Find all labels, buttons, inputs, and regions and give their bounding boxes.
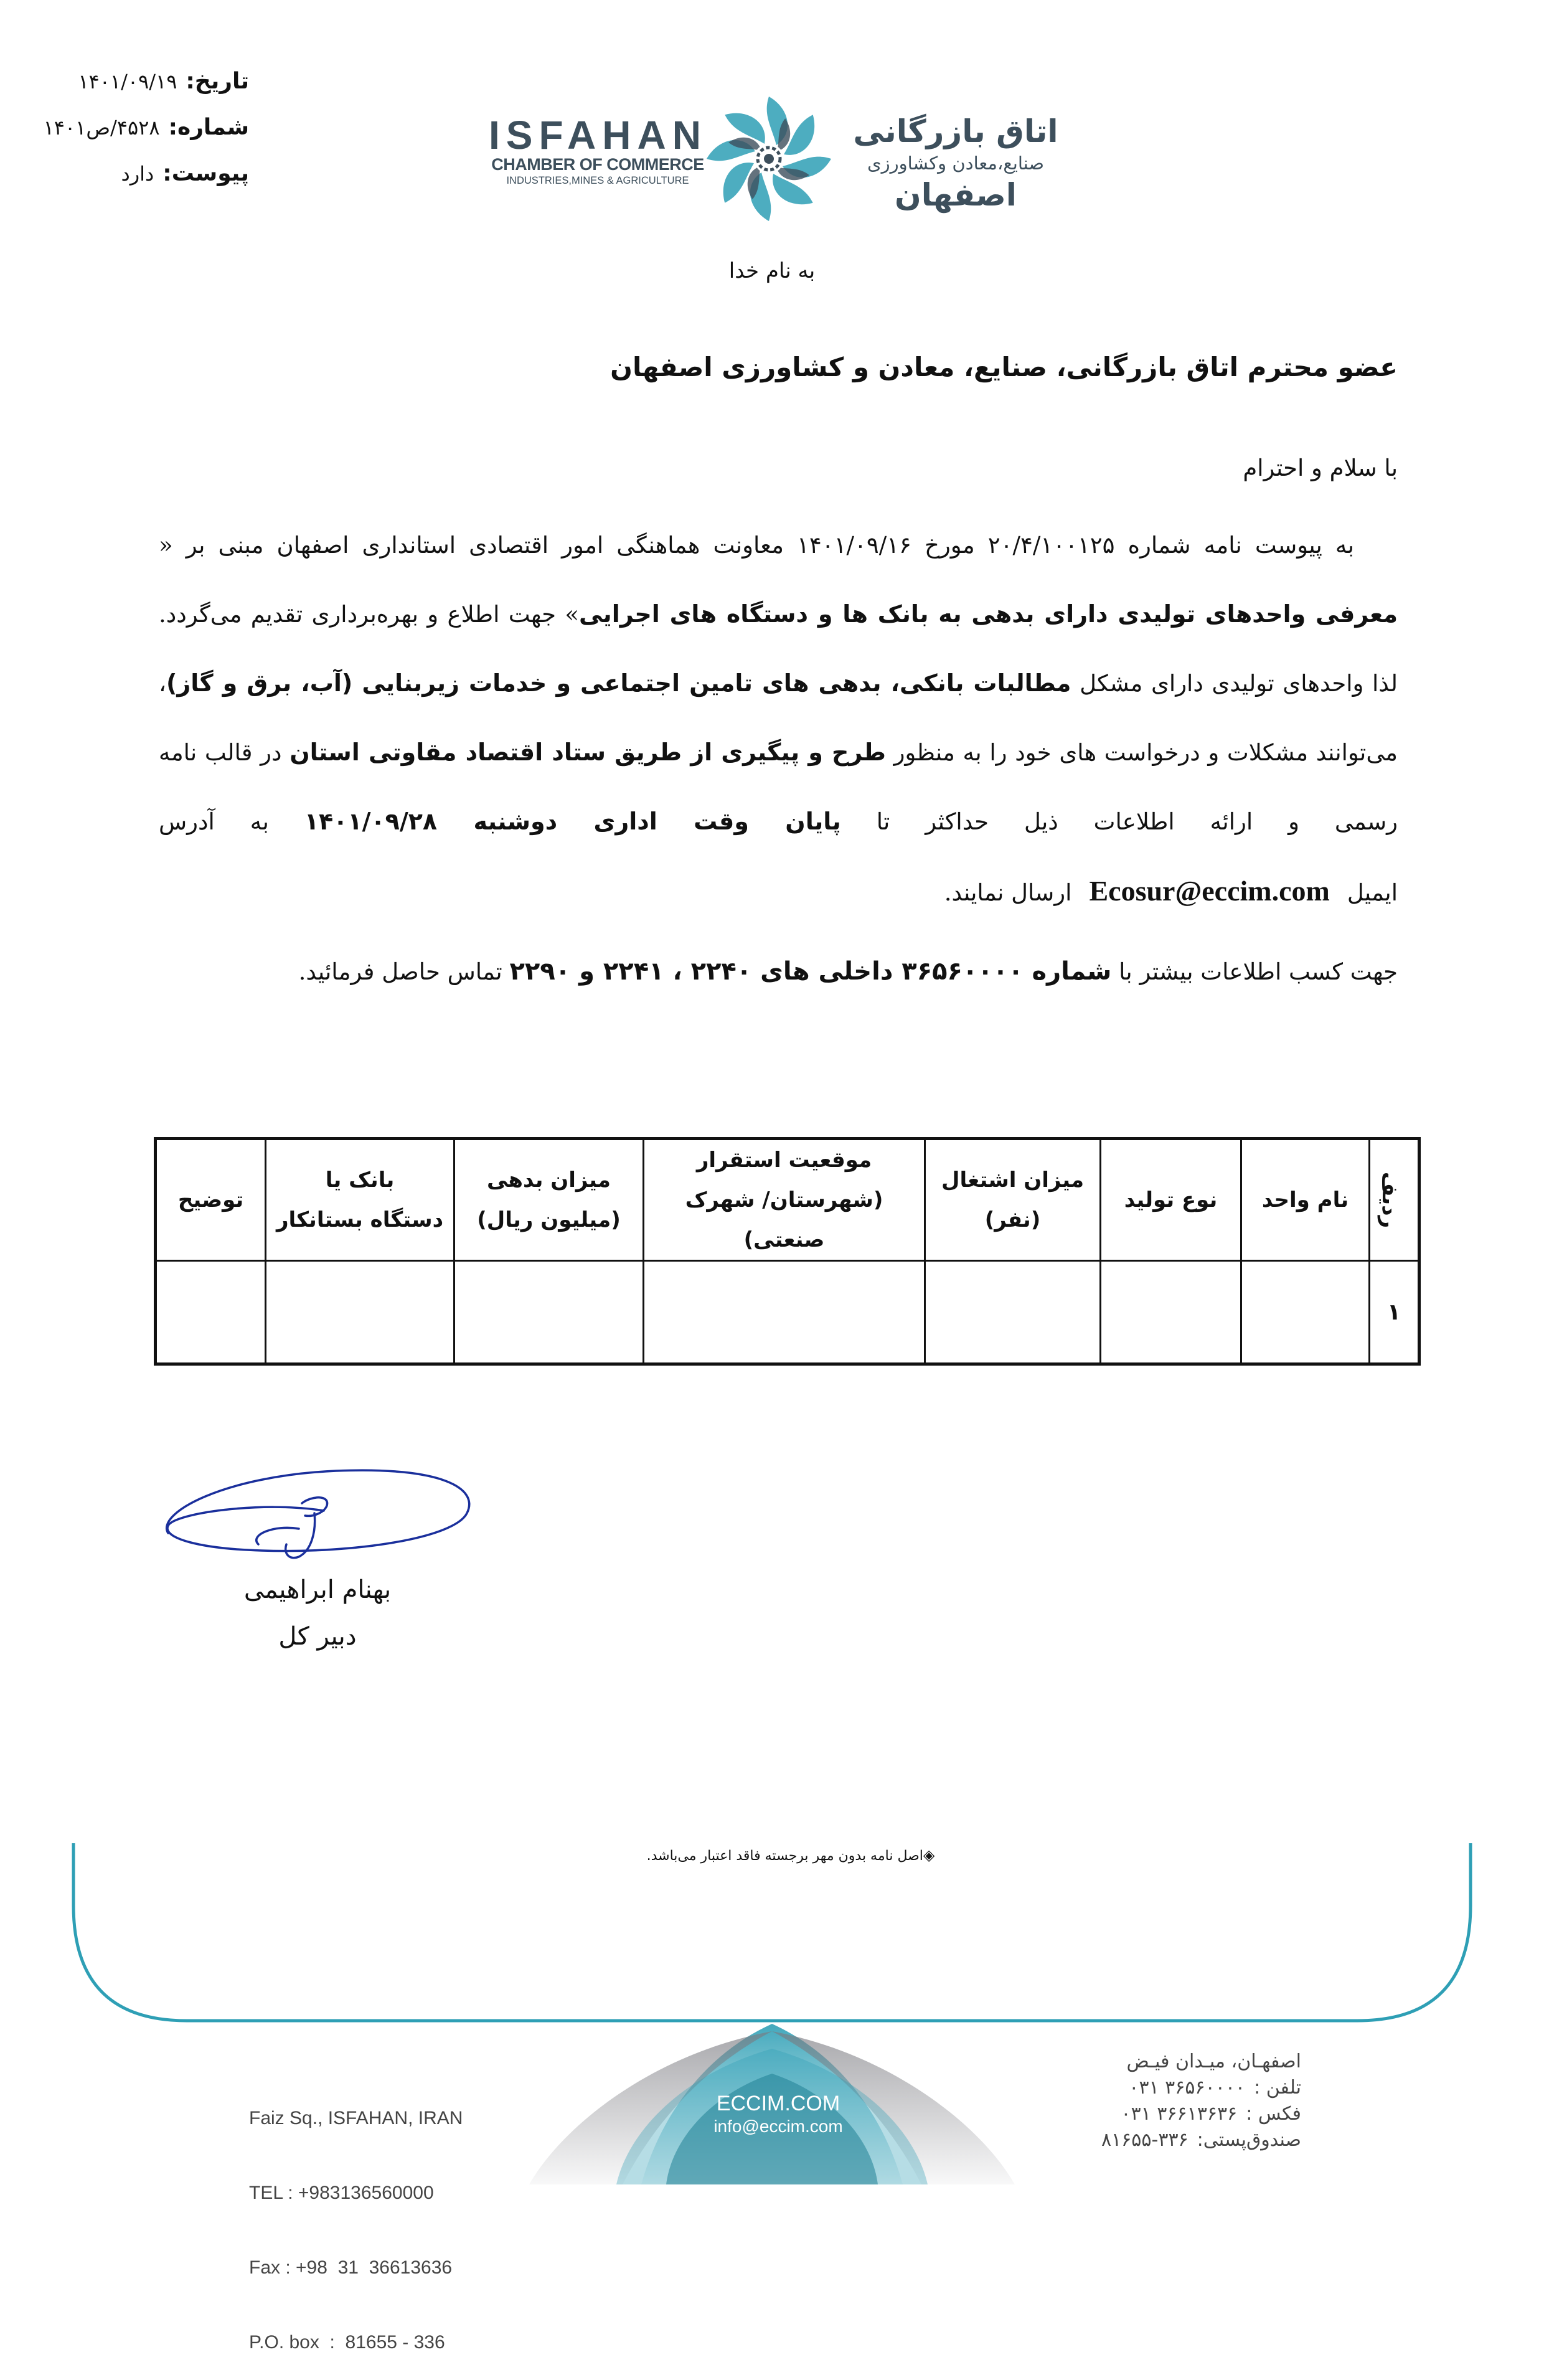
debt-units-table [154,1137,1421,1366]
footer-fa-pobox-label: صندوق‌پستی: [1197,2129,1301,2151]
header-notes: توضیح [156,1139,266,1261]
footer-en-address: Faiz Sq., ISFAHAN, IRAN [249,2108,463,2128]
cell-debt [454,1261,644,1364]
logo-fa-line2: صنایع،معادن وکشاورزی [867,153,1045,174]
table-row [156,1261,1419,1364]
number-value: ۴۵۲۸/ص۱۴۰۱ [43,116,160,139]
header-unit-name: نام واحد [1241,1139,1370,1261]
footer-en-tel: TEL : +983136560000 [249,2183,434,2203]
body-part-a: به پیوست نامه شماره ۲۰/۴/۱۰۰۱۲۵ مورخ ۱۴۰۱/۰۹/۱۶ معاونت هماهنگی امور اقتصادی استانداری اصفهان مبنی بر « [159,532,1354,559]
footer-fa-fax-value: ۰۳۱ ۳۶۶۱۳۶۳۶ [1121,2103,1238,2125]
letter-meta [25,68,249,207]
header-row-no: ردیف [1370,1139,1419,1261]
logo-en-line1: CHAMBER OF COMMERCE [491,155,704,174]
footer-fa-tel-value: ۰۳۱ ۳۶۵۶۰۰۰۰ [1129,2077,1246,2099]
date-label: تاریخ: [186,68,249,94]
logo-fa-line3: اصفهان [895,177,1017,213]
footer-en-pobox: P.O. box : 81655 - 336 [249,2332,445,2353]
attachment-row [25,161,249,207]
footer-contact-persian [1009,2049,1301,2153]
signer-name: بهنام ابراهیمی [243,1575,392,1604]
contact-email[interactable]: Ecosur@eccim.com [1089,875,1330,907]
date-value: ۱۴۰۱/۰۹/۱۹ [78,70,177,93]
stamp-note-text: اصل نامه بدون مهر برجسته فاقد اعتبار می‌باشد. [646,1848,923,1864]
recipient-line: عضو محترم اتاق بازرگانی، صنایع، معادن و کشاورزی اصفهان [610,352,1398,382]
cell-employment [925,1261,1101,1364]
contact-phone-numbers: شماره ۳۶۵۶۰۰۰۰ داخلی های ۲۲۴۰ ، ۲۲۴۱ و ۲۲۹۰ [509,957,1112,986]
diamond-bullet-icon: ◈ [923,1846,935,1864]
cell-row-no: ۱ [1370,1261,1419,1364]
greeting: با سلام و احترام [1243,455,1398,481]
letter-body [159,511,1398,927]
body-part-i: به آدرس ایمیل [159,808,1398,906]
header-location: موقعیت استقرار (شهرستان/ شهرک صنعتی) [644,1139,925,1261]
footer-fa-fax-row [1009,2101,1301,2127]
footer-fa-fax-label: فکس : [1246,2103,1301,2125]
body-part-g: در قالب نامه رسمی و ارائه اطلاعات ذیل حداکثر تا [159,739,1398,835]
logo-en-line2: INDUSTRIES,MINES & AGRICULTURE [506,175,689,186]
body-emphasis-issues: مطالبات بانکی، بدهی های تامین اجتماعی و خدمات زیربنایی (آب، برق و گاز) [166,669,1071,697]
footer-en-fax: Fax : +98 31 36613636 [249,2257,453,2278]
footer-contact-english [249,2056,560,2380]
contact-paragraph [159,937,1398,1006]
chamber-emblem-icon [704,93,834,224]
footer-web [679,2091,878,2137]
cell-unit-name [1241,1261,1370,1364]
logo-persian [840,112,1071,214]
footer-fa-address-row [1009,2049,1301,2075]
handwritten-signature [149,1451,486,1594]
date-row [25,68,249,115]
cell-creditor [266,1261,454,1364]
footer-fa-pobox-value: ۸۱۶۵۵-۳۳۶ [1101,2129,1189,2151]
number-label: شماره: [168,115,249,140]
footer-fa-pobox-row [1009,2127,1301,2153]
body-part-j: ارسال نمایند. [944,879,1072,906]
attachment-label: پیوست: [162,161,249,186]
header-debt: میزان بدهی (میلیون ریال) [454,1139,644,1261]
header-creditor: بانک یا دستگاه بستانکار [266,1139,454,1261]
logo-en-title: ISFAHAN [489,113,707,158]
cell-location [644,1261,925,1364]
footer-email-link[interactable]: info@eccim.com [713,2117,843,2136]
logo-fa-line1: اتاق بازرگانی [853,113,1058,149]
table-header-row [156,1139,1419,1261]
logo-english [489,115,707,187]
header-employment: میزان اشتغال (نفر) [925,1139,1101,1261]
body-emphasis-subject: معرفی واحدهای تولیدی دارای بدهی به بانک ها و دستگاه های اجرایی [578,600,1398,628]
body-part-e: ، می‌توانند مشکلات و درخواست های خود را به منظور [159,670,1398,766]
body-emphasis-deadline: پایان وقت اداری دوشنبه ۱۴۰۱/۰۹/۲۸ [304,808,841,835]
contact-part-a: جهت کسب اطلاعات بیشتر با [1119,958,1398,985]
attachment-value: دارد [121,162,154,186]
signer-title: دبیر کل [278,1622,357,1651]
footer-fa-tel-label: تلفن : [1254,2077,1301,2099]
footer-website-link[interactable]: ECCIM.COM [716,2092,840,2115]
contact-part-c: تماس حاصل فرمائید. [298,958,502,985]
body-part-c: » جهت اطلاع و بهره‌برداری تقدیم می‌گردد. لذا واحدهای تولیدی دارای مشکل [159,601,1398,697]
cell-product-type [1101,1261,1241,1364]
stamp-validity-note [591,1846,990,1864]
basmala-heading: به نام خدا [728,258,816,283]
cell-notes [156,1261,266,1364]
number-row [25,115,249,161]
footer-fa-address: اصفهـان، میـدان فیـض [1126,2051,1301,2072]
header-product-type: نوع تولید [1101,1139,1241,1261]
footer-fa-tel-row [1009,2075,1301,2101]
body-emphasis-followup: طرح و پیگیری از طریق ستاد اقتصاد مقاوتی استان [290,739,886,766]
